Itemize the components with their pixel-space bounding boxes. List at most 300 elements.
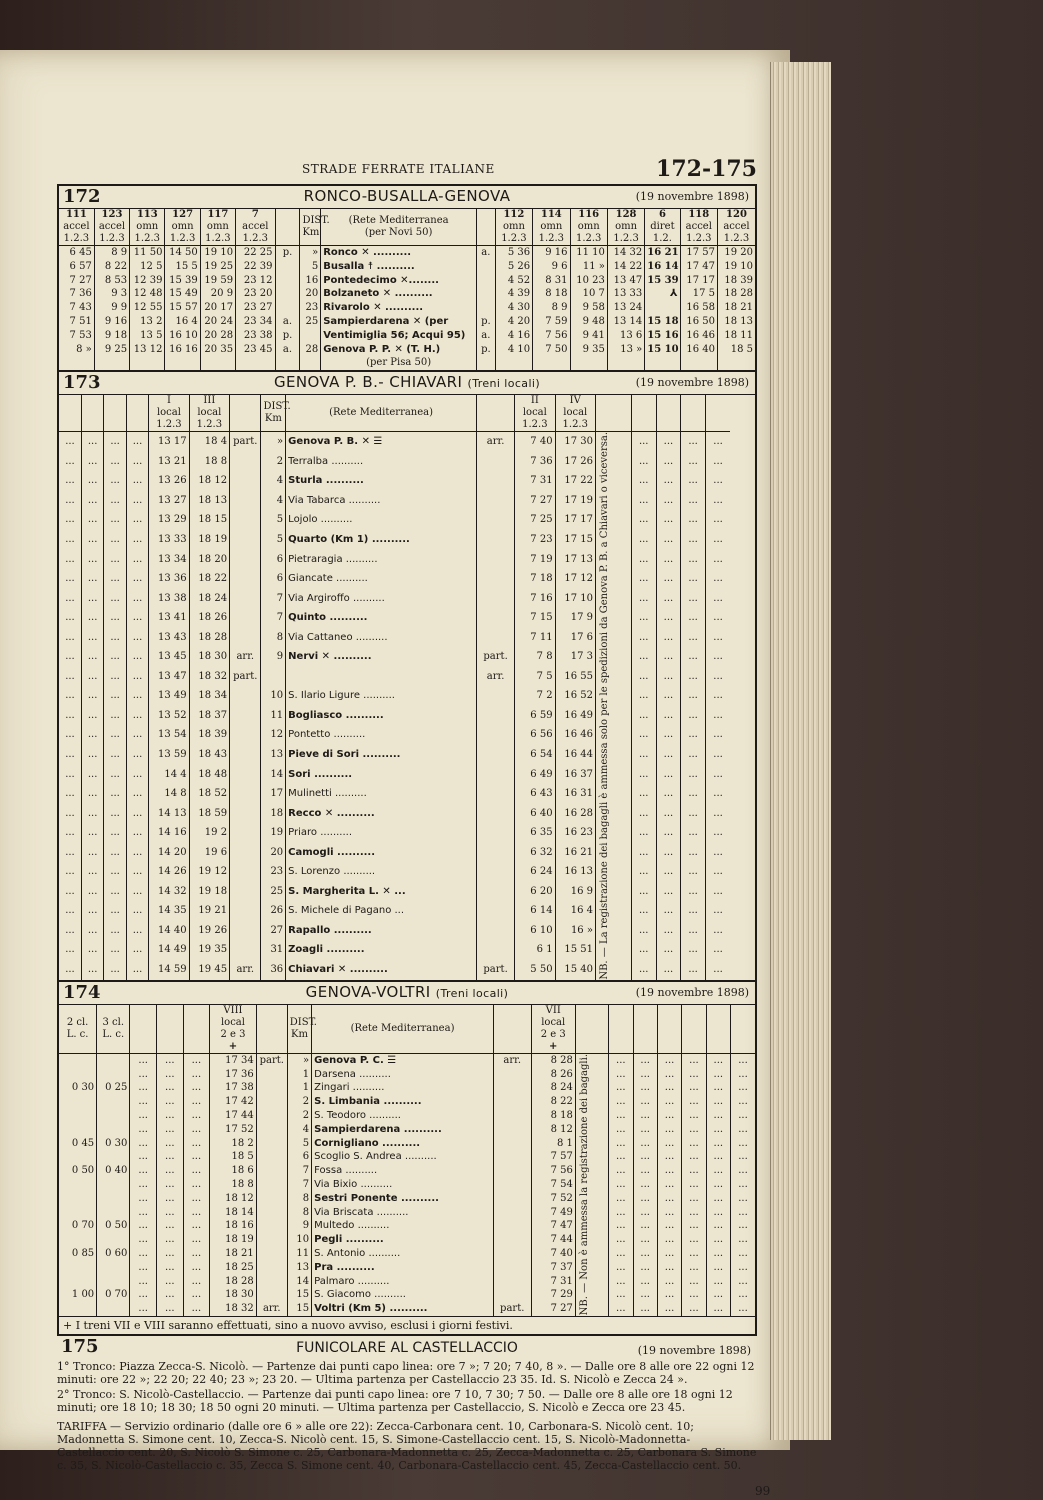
table-row — [59, 315, 755, 329]
ellipsis-cell: ... — [157, 1247, 184, 1261]
arr-dep-mark — [477, 686, 515, 706]
time-cell: 18 26 — [189, 608, 229, 628]
time-cell: 7 15 — [515, 608, 555, 628]
train-header — [236, 209, 275, 246]
time-cell: 12 48 — [130, 287, 165, 301]
fare-cell — [59, 1053, 97, 1067]
ellipsis-cell: ... — [656, 745, 681, 765]
ellipsis-cell: ... — [633, 1261, 657, 1275]
time-cell: 18 13 — [189, 491, 229, 511]
time-cell: 20 9 — [200, 287, 235, 301]
time-cell: 6 54 — [515, 745, 555, 765]
ellipsis-cell: ... — [157, 1164, 184, 1178]
ellipsis-cell: ... — [104, 686, 126, 706]
ellipsis-cell: ... — [706, 1247, 730, 1261]
train-number: 7 — [251, 209, 259, 220]
fare-cell: 1 00 — [71, 1289, 95, 1301]
ellipsis-cell: ... — [681, 667, 706, 687]
holiday-mark: + — [549, 1040, 558, 1052]
ellipsis-cell: ... — [126, 823, 148, 843]
table-row — [59, 921, 755, 941]
ellipsis-cell: ... — [81, 804, 103, 824]
time-cell: 8 31 — [533, 274, 570, 288]
ellipsis-cell: ... — [681, 941, 706, 961]
ellipsis-cell: ... — [130, 1137, 157, 1151]
arr-dep-mark — [256, 1137, 287, 1151]
ellipsis-cell: ... — [157, 1150, 184, 1164]
table-row — [59, 745, 755, 765]
baggage-note-text: NB. — La registrazione dei bagagli è ammessa solo per le spedizioni da Genova P. B. a Chiavari o viceversa. — [598, 432, 610, 980]
time-cell: 5 36 — [495, 246, 532, 260]
fare-cell — [59, 1302, 97, 1316]
time-cell: 8 9 — [94, 246, 129, 260]
km-cell: 2 — [287, 1109, 311, 1123]
time-cell: 18 2 — [210, 1137, 257, 1151]
ellipsis-cell: ... — [104, 823, 126, 843]
time-cell: 9 16 — [533, 246, 570, 260]
time-cell: 7 44 — [531, 1233, 575, 1247]
ellipsis-cell: ... — [126, 432, 148, 452]
arr-dep-mark — [230, 941, 261, 961]
train-header — [607, 209, 644, 246]
ellipsis-cell: ... — [705, 491, 730, 511]
arr-dep-mark — [493, 1192, 531, 1206]
timetable-174 — [59, 1005, 755, 1316]
ellipsis-cell: ... — [657, 1164, 681, 1178]
table-row — [59, 1109, 755, 1123]
ellipsis-cell: ... — [130, 1219, 157, 1233]
time-cell: 13 41 — [149, 608, 189, 628]
km-cell: 19 — [261, 823, 286, 843]
time-cell: 17 15 — [555, 530, 595, 550]
ellipsis-cell: ... — [183, 1219, 210, 1233]
arr-dep-mark — [275, 287, 300, 301]
time-cell: 8 53 — [94, 274, 129, 288]
fare-cell: 0 50 — [71, 1165, 95, 1177]
ellipsis-cell: ... — [609, 1068, 633, 1082]
ellipsis-cell: ... — [681, 882, 706, 902]
ellipsis-cell: ... — [682, 1275, 706, 1289]
ellipsis-cell: ... — [657, 1053, 681, 1067]
train-number: 117 — [207, 209, 229, 220]
train-type: accel — [242, 221, 269, 232]
ellipsis-cell: ... — [706, 1288, 730, 1302]
km-cell: 1 — [287, 1081, 311, 1095]
time-cell: 13 24 — [607, 301, 644, 315]
time-cell: 8 24 — [531, 1081, 575, 1095]
time-cell: 16 13 — [555, 862, 595, 882]
ellipsis-cell: ... — [706, 1053, 730, 1067]
fare-cell — [59, 1123, 97, 1137]
arr-dep-mark: arr. — [477, 667, 515, 687]
time-cell: 11 50 — [130, 246, 165, 260]
ellipsis-cell: ... — [157, 1275, 184, 1289]
station-name: Via Cattaneo .......... — [286, 628, 477, 648]
time-cell: 14 32 — [607, 246, 644, 260]
ellipsis-cell: ... — [104, 902, 126, 922]
time-cell: 13 36 — [149, 569, 189, 589]
time-cell: 17 10 — [555, 589, 595, 609]
ellipsis-cell: ... — [681, 706, 706, 726]
empty-cell — [717, 356, 755, 370]
time-cell: 13 54 — [149, 726, 189, 746]
ellipsis-cell: ... — [656, 941, 681, 961]
ellipsis-cell: ... — [130, 1109, 157, 1123]
ellipsis-cell: ... — [706, 1068, 730, 1082]
time-cell: 7 51 — [69, 315, 92, 327]
time-cell: 18 30 — [189, 647, 229, 667]
ellipsis-cell: ... — [682, 1192, 706, 1206]
arr-dep-mark — [230, 686, 261, 706]
time-cell: 7 36 — [515, 452, 555, 472]
arr-dep-mark — [230, 471, 261, 491]
time-cell: 13 59 — [149, 745, 189, 765]
ellipsis-cell: ... — [631, 882, 656, 902]
train-classes: 1.2.3 — [63, 233, 90, 244]
ellipsis-cell: ... — [656, 902, 681, 922]
table-row — [59, 1192, 755, 1206]
page-number: 99 — [755, 1483, 771, 1498]
ellipsis-cell: ... — [130, 1288, 157, 1302]
station-name: Darsena .......... — [312, 1068, 494, 1082]
station-name: Quarto (Km 1) .......... — [286, 530, 477, 550]
station-name: S. Michele di Pagano ... — [286, 902, 477, 922]
station-name: Busalla ☨ .......... — [321, 260, 477, 274]
ellipsis-cell: ... — [681, 628, 706, 648]
ellipsis-cell: ... — [183, 1095, 210, 1109]
ellipsis-cell: ... — [65, 964, 75, 976]
ellipsis-cell: ... — [157, 1137, 184, 1151]
ellipsis-cell: ... — [682, 1164, 706, 1178]
time-cell: 9 16 — [94, 315, 129, 329]
time-cell: 7 37 — [531, 1261, 575, 1275]
arr-dep-mark: part. — [230, 432, 261, 452]
km-cell: 14 — [287, 1275, 311, 1289]
time-cell: 9 25 — [94, 343, 129, 357]
time-cell: 18 37 — [189, 706, 229, 726]
ellipsis-cell: ... — [65, 709, 75, 721]
ellipsis-cell: ... — [65, 944, 75, 956]
ellipsis-cell: ... — [126, 628, 148, 648]
time-cell: 14 26 — [149, 862, 189, 882]
ellipsis-cell: ... — [657, 1288, 681, 1302]
station-name: Scoglio S. Andrea .......... — [312, 1150, 494, 1164]
time-cell: 9 48 — [570, 315, 607, 329]
arr-dep-mark — [256, 1123, 287, 1137]
time-cell: 7 40 — [531, 1247, 575, 1261]
ellipsis-cell: ... — [65, 436, 75, 448]
ellipsis-cell: ... — [656, 862, 681, 882]
station-name: Ventimiglia 56; Acqui 95) — [321, 329, 477, 343]
ellipsis-cell: ... — [65, 553, 75, 565]
train-header — [495, 209, 532, 246]
ellipsis-cell: ... — [705, 862, 730, 882]
time-cell: 13 6 — [607, 329, 644, 343]
table-row — [59, 960, 755, 980]
table-row — [59, 706, 755, 726]
ellipsis-cell: ... — [130, 1123, 157, 1137]
time-cell: 17 26 — [555, 452, 595, 472]
km-cell: » — [300, 246, 321, 260]
section-date: (19 novembre 1898) — [635, 376, 749, 390]
ellipsis-cell: ... — [633, 1192, 657, 1206]
ellipsis-cell: ... — [705, 843, 730, 863]
ellipsis-cell: ... — [65, 749, 75, 760]
arr-dep-mark — [230, 823, 261, 843]
ellipsis-cell: ... — [731, 1206, 756, 1220]
ellipsis-cell: ... — [81, 608, 103, 628]
time-cell: 14 35 — [149, 902, 189, 922]
time-cell: 15 57 — [165, 301, 200, 315]
section-title: RONCO-BUSALLA-GENOVA — [303, 187, 511, 205]
empty-cell — [477, 356, 496, 370]
km-cell: 20 — [261, 843, 286, 863]
ellipsis-cell: ... — [65, 905, 75, 917]
km-label: Km — [290, 1028, 308, 1040]
train-classes: 1.2.3 — [156, 419, 182, 431]
arr-dep-mark: part. — [477, 647, 515, 667]
table-row — [59, 1137, 755, 1151]
holiday-mark: + — [228, 1040, 238, 1052]
arr-dep-mark — [230, 745, 261, 765]
table-row — [59, 246, 755, 260]
ellipsis-cell: ... — [183, 1123, 210, 1137]
time-cell: 4 39 — [495, 287, 532, 301]
ellipsis-cell: ... — [157, 1233, 184, 1247]
arr-dep-mark — [493, 1095, 531, 1109]
ellipsis-cell: ... — [104, 941, 126, 961]
time-cell: 15 39 — [165, 274, 200, 288]
train-number: II — [530, 395, 539, 407]
table-row — [59, 765, 755, 785]
train-header — [680, 209, 717, 246]
ellipsis-cell: ... — [631, 804, 656, 824]
train-type: omn — [206, 221, 229, 232]
time-cell: 9 6 — [533, 260, 570, 274]
ellipsis-cell: ... — [731, 1068, 756, 1082]
ellipsis-cell: ... — [157, 1261, 184, 1275]
time-cell: 20 28 — [200, 329, 235, 343]
ellipsis-cell: ... — [104, 862, 126, 882]
ellipsis-cell: ... — [65, 788, 75, 800]
time-cell: 8 12 — [531, 1123, 575, 1137]
ellipsis-cell: ... — [126, 784, 148, 804]
train-classes: 1.2.3 — [242, 233, 269, 244]
time-cell: 18 52 — [189, 784, 229, 804]
arr-dep-mark — [477, 274, 496, 288]
arr-dep-mark — [256, 1081, 287, 1095]
time-cell: 18 25 — [210, 1261, 257, 1275]
time-cell: 10 7 — [570, 287, 607, 301]
ellipsis-cell: ... — [705, 765, 730, 785]
arr-dep-mark — [230, 784, 261, 804]
table-row — [59, 1068, 755, 1082]
time-cell: 18 30 — [210, 1288, 257, 1302]
ellipsis-cell: ... — [126, 804, 148, 824]
time-cell: 14 22 — [607, 260, 644, 274]
ellipsis-cell: ... — [681, 530, 706, 550]
table-row — [59, 1053, 755, 1067]
ellipsis-cell: ... — [633, 1109, 657, 1123]
table-row — [59, 608, 755, 628]
ellipsis-cell: ... — [65, 612, 75, 624]
train-type: omn — [502, 221, 525, 232]
ellipsis-cell: ... — [657, 1068, 681, 1082]
ellipsis-cell: ... — [657, 1123, 681, 1137]
train-classes: 1.2.3 — [613, 233, 639, 244]
time-cell: 13 52 — [149, 706, 189, 726]
station-name: Lojolo .......... — [286, 511, 477, 531]
arr-dep-mark — [493, 1178, 531, 1192]
ellipsis-cell: ... — [104, 550, 126, 570]
ellipsis-cell: ... — [681, 862, 706, 882]
time-cell: 15 5 — [165, 260, 200, 274]
ellipsis-cell: ... — [705, 628, 730, 648]
arr-dep-mark — [477, 452, 515, 472]
ellipsis-cell: ... — [65, 866, 75, 878]
arr-dep-mark: arr. — [493, 1053, 531, 1067]
ellipsis-cell: ... — [631, 471, 656, 491]
arr-dep-mark: arr. — [256, 1302, 287, 1316]
ellipsis-cell: ... — [81, 921, 103, 941]
tronco-2: 2° Tronco: S. Nicolò-Castellaccio. — Partenze dai punti capo linea: ore 7 10, 7 30; 7 50. — Dalle ore 8 alle ore 18 ogni 12 minuti; ore 18 10; 18 30; 18 50 ogni 20 minuti. — Ultima partenza per Castellaccio, S. Nicolò e Zecca ore 23 45. — [57, 1387, 733, 1414]
ellipsis-cell: ... — [656, 647, 681, 667]
arr-dep-mark — [477, 706, 515, 726]
train-header — [645, 209, 680, 246]
ellipsis-cell: ... — [157, 1302, 184, 1316]
km-cell: 11 — [287, 1247, 311, 1261]
time-cell: 17 12 — [555, 569, 595, 589]
time-cell: 18 8 — [189, 452, 229, 472]
ellipsis-cell: ... — [656, 628, 681, 648]
ellipsis-cell: ... — [657, 1302, 681, 1316]
ellipsis-cell: ... — [104, 804, 126, 824]
time-cell: 16 40 — [680, 343, 717, 357]
time-cell: 8 » — [76, 343, 92, 355]
ellipsis-cell: ... — [731, 1150, 756, 1164]
section-173 — [57, 372, 757, 982]
station-name: Pietraragia .......... — [286, 550, 477, 570]
train-type: local — [220, 1016, 245, 1028]
time-cell: 7 25 — [515, 511, 555, 531]
title-text: GENOVA-VOLTRI — [305, 982, 431, 1001]
ellipsis-cell: ... — [183, 1109, 210, 1123]
time-cell: 13 17 — [149, 432, 189, 452]
ellipsis-cell: ... — [609, 1206, 633, 1220]
arr-dep-mark — [477, 804, 515, 824]
ellipsis-cell: ... — [657, 1137, 681, 1151]
ellipsis-cell: ... — [631, 823, 656, 843]
time-cell: 8 18 — [533, 287, 570, 301]
km-cell: 10 — [287, 1233, 311, 1247]
time-cell: 13 34 — [149, 550, 189, 570]
fare-cell — [59, 1233, 97, 1247]
time-cell: 4 30 — [495, 301, 532, 315]
arr-dep-mark — [493, 1123, 531, 1137]
ellipsis-cell: ... — [633, 1095, 657, 1109]
time-cell: 14 13 — [149, 804, 189, 824]
ellipsis-cell: ... — [183, 1288, 210, 1302]
time-cell: 17 13 — [555, 550, 595, 570]
train-number: 118 — [688, 209, 710, 220]
time-cell: 13 14 — [607, 315, 644, 329]
station-name: S. Margherita L. ✕ ... — [286, 882, 477, 902]
train-classes: 1.2.3 — [538, 233, 565, 244]
time-cell: 6 40 — [515, 804, 555, 824]
ellipsis-cell: ... — [65, 690, 75, 702]
blank-column-header — [705, 395, 730, 432]
km-cell: 8 — [287, 1192, 311, 1206]
table-row — [59, 452, 755, 472]
ellipsis-cell: ... — [705, 804, 730, 824]
ellipsis-cell: ... — [126, 941, 148, 961]
time-cell: 7 47 — [531, 1219, 575, 1233]
empty-cell — [59, 356, 94, 370]
time-cell: 6 14 — [515, 902, 555, 922]
station-name: Priaro .......... — [286, 823, 477, 843]
station-name: Ronco ✕ .......... — [321, 246, 477, 260]
station-name: Fossa .......... — [312, 1164, 494, 1178]
arr-dep-mark — [493, 1206, 531, 1220]
fare-header — [97, 1005, 130, 1054]
ellipsis-cell: ... — [705, 432, 730, 452]
table-row — [59, 1206, 755, 1220]
arr-dep-mark — [477, 301, 496, 315]
time-cell: 18 6 — [210, 1164, 257, 1178]
arr-dep-mark — [477, 287, 496, 301]
ellipsis-cell: ... — [633, 1178, 657, 1192]
train-number: 112 — [503, 209, 525, 220]
arr-dep-mark — [230, 843, 261, 863]
train-type: diret — [650, 221, 675, 232]
ellipsis-cell: ... — [81, 471, 103, 491]
ellipsis-cell: ... — [631, 843, 656, 863]
km-cell: 10 — [261, 686, 286, 706]
arr-dep-mark — [256, 1247, 287, 1261]
ellipsis-cell: ... — [609, 1275, 633, 1289]
table-row — [59, 1095, 755, 1109]
arr-dep-mark — [230, 628, 261, 648]
time-cell: 7 31 — [531, 1275, 575, 1289]
ellipsis-cell: ... — [130, 1206, 157, 1220]
km-cell: 31 — [261, 941, 286, 961]
arr-dep-mark — [230, 902, 261, 922]
time-cell: 17 36 — [210, 1068, 257, 1082]
ellipsis-cell: ... — [705, 726, 730, 746]
ellipsis-cell: ... — [631, 686, 656, 706]
km-cell: 26 — [261, 902, 286, 922]
ellipsis-cell: ... — [157, 1288, 184, 1302]
km-cell: 9 — [261, 647, 286, 667]
station-name: Via Bixio .......... — [312, 1178, 494, 1192]
ellipsis-cell: ... — [731, 1233, 756, 1247]
ellipsis-cell: ... — [705, 902, 730, 922]
table-row — [59, 569, 755, 589]
dir-header — [477, 209, 496, 246]
fare-cell — [97, 1150, 130, 1164]
blank-column-header — [631, 395, 656, 432]
table-row — [59, 1081, 755, 1095]
arr-dep-mark — [493, 1219, 531, 1233]
ellipsis-cell: ... — [65, 846, 75, 858]
ellipsis-cell: ... — [157, 1068, 184, 1082]
arr-dep-mark — [477, 628, 515, 648]
train-type: local — [541, 1016, 566, 1028]
mark-header — [230, 395, 261, 432]
ellipsis-cell: ... — [633, 1288, 657, 1302]
ellipsis-cell: ... — [104, 843, 126, 863]
km-cell: 5 — [300, 260, 321, 274]
